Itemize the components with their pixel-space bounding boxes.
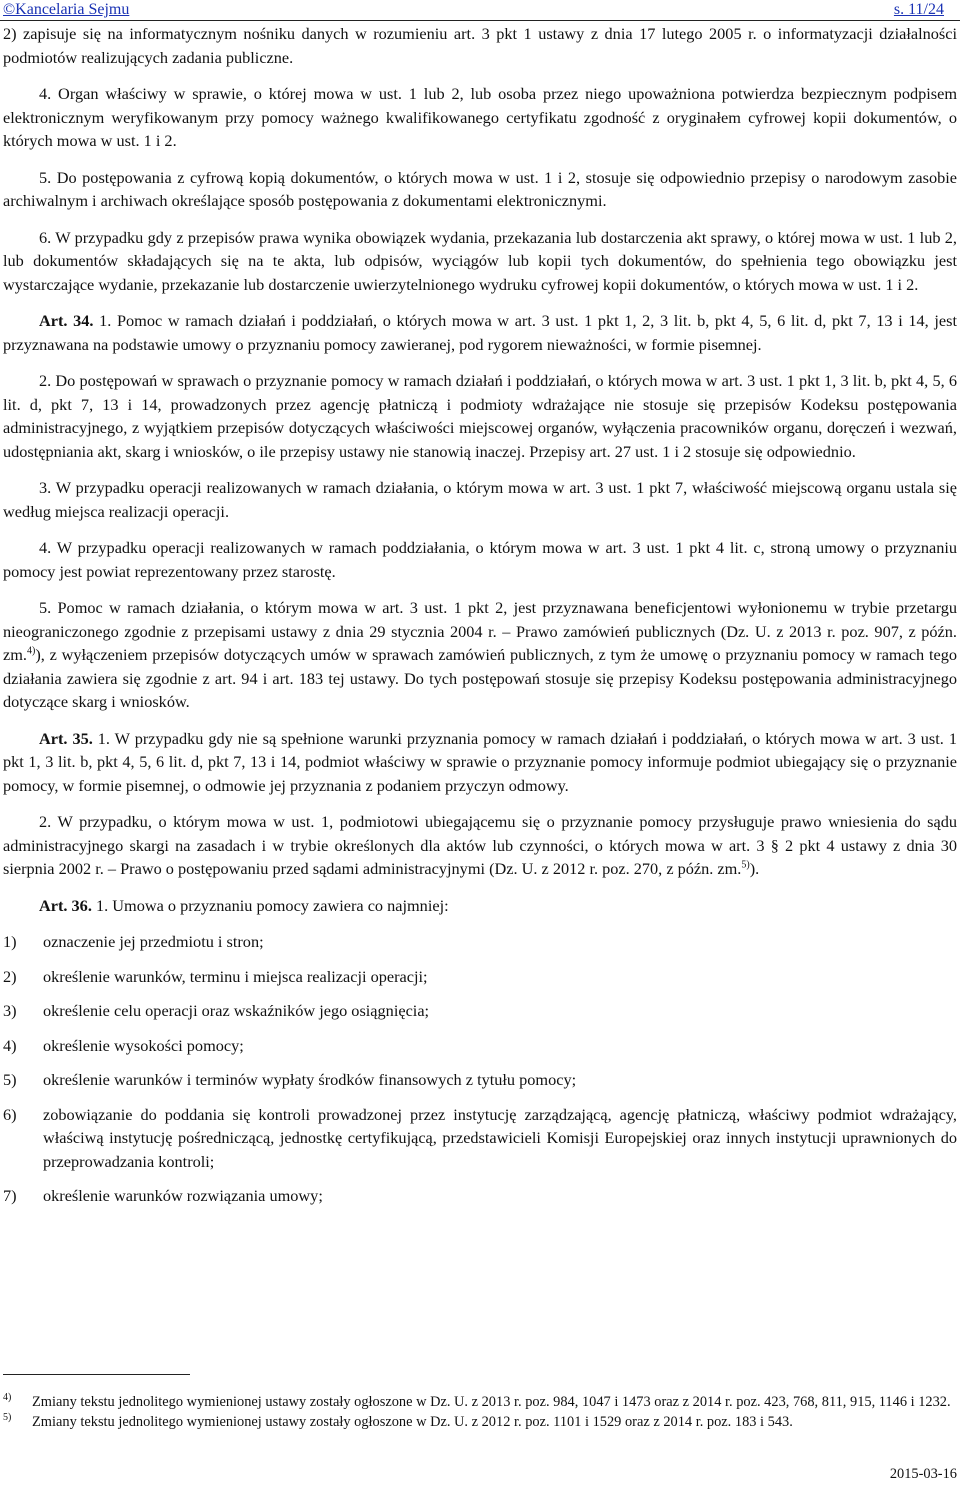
- item-number: 6): [3, 1104, 17, 1124]
- footnote-4: [3, 1392, 957, 1412]
- article-text: 1. Pomoc w ramach działań i poddziałań, o których mowa w art. 3 ust. 1 pkt 1, 2, 3 lit. b, pkt 4, 5, 6 lit. d, pkt 7, 13 i 14, jest przyznawana na podstawie umowy o przyznaniu pomocy zawieranej, pod rygorem nieważności, w formie pisemnej.: [3, 311, 957, 354]
- text-part: 5. Pomoc w ramach działania, o którym mowa w art. 3 ust. 1 pkt 2, jest przyznawana beneficjentowi wyłonionemu w trybie przetargu nieograniczonego zgodnie z przepisami ustawy z dnia 29 stycznia 2004 r. – Prawo zamówień publicznych (Dz. U. z 2013 r. poz. 907, z późn. zm.: [3, 598, 957, 664]
- item-text: określenie wysokości pomocy;: [43, 1035, 244, 1055]
- paragraph-ust-6: 6. W przypadku gdy z przepisów prawa wynika obowiązek wydania, przekazania lub dostarczenia akt sprawy, o której mowa w ust. 1 lub 2, lub dokumentów składających się na te akta, lub odpisów, wyciągów lub kopii tych dokumentów, do spełnienia tego obowiązku jest wystarczające wydanie, przekazanie lub dostarczenie uwierzytelnionego wydruku cyfrowej kopii dokumentów, o których mowa w ust. 1 i 2.: [3, 227, 957, 294]
- article-label: Art. 36.: [39, 895, 92, 915]
- item-number: 7): [3, 1186, 17, 1205]
- item-text: określenie warunków i terminów wypłaty środków finansowych z tytułu pomocy;: [43, 1070, 577, 1089]
- article-label: Art. 34.: [39, 311, 94, 330]
- footer-date: 2015-03-16: [889, 1466, 957, 1482]
- list-item: [3, 1103, 957, 1174]
- footnote-ref: 4): [26, 645, 36, 657]
- item-number: 5): [3, 1070, 17, 1089]
- paragraph-ust-5: 5. Do postępowania z cyfrową kopią dokumentów, o których mowa w ust. 1 i 2, stosuje się odpowiednio przepisy o narodowym zasobie archiwalnym i archiwach określające sposób postępowania z dokumentami elektronicznymi.: [3, 167, 957, 210]
- art-34-ust-2: 2. Do postępowań w sprawach o przyznanie pomocy w ramach działań i poddziałań, o których mowa w art. 3 ust. 1 pkt 1, 3 lit. b, pkt 4, 5, 6 lit. d, pkt 7, 13 i 14, prowadzonych przez agencję płatniczą i podmioty wdrażające nie stosuje się przepisów Kodeksu postępowania administracyjnego, z wyjątkiem przepisów dotyczących właściwości miejscowej organów, wyłączenia pracowników organu, doręczeń i wezwań, udostępniania akt, skarg i wniosków, o ile przepisy ustawy nie stanowią inaczej. Przepisy art. 27 ust. 1 i 2 stosuje się odpowiednio.: [3, 371, 957, 461]
- item-number: 1): [3, 932, 17, 951]
- item-number: 2): [3, 966, 17, 986]
- footnotes: [3, 1392, 957, 1432]
- list-item: [3, 1068, 957, 1092]
- source-link[interactable]: ©Kancelaria Sejmu: [3, 1, 130, 18]
- page-number-link[interactable]: s. 11/24: [893, 1, 944, 18]
- paragraph-point-2: 2) zapisuje się na informatycznym nośniku danych w rozumieniu art. 3 pkt 1 ustawy z dnia 17 lutego 2005 r. o informatyzacji działalności podmiotów realizujących zadania publiczne.: [3, 24, 957, 67]
- art-34-ust-5: [3, 596, 957, 714]
- text-part: 2. W przypadku, o którym mowa w ust. 1, podmiotowi ubiegającemu się o przyznanie pomocy przysługuje prawo wniesienia do sądu administracyjnego skargi na zasadach i w trybie określonych dla aktów lub czynności, o których mowa w art. 3 § 2 pkt 4 ustawy z dnia 30 sierpnia 2002 r. – Prawo o postępowaniu przed sądami administracyjnymi (Dz. U. z 2012 r. poz. 270, z późn. zm.: [3, 812, 957, 878]
- list-item: [3, 930, 957, 954]
- text-part: ).: [749, 859, 760, 878]
- list-item: [3, 965, 957, 989]
- art-34-ust-1: [3, 309, 957, 356]
- footnote-text: Zmiany tekstu jednolitego wymienionej ustawy zostały ogłoszone w Dz. U. z 2012 r. poz. 1101 i 1529 oraz z 2014 r. poz. 183 i 543.: [32, 1414, 793, 1430]
- item-number: 4): [3, 1035, 17, 1055]
- item-text: oznaczenie jej przedmiotu i stron;: [43, 932, 264, 951]
- item-text: określenie warunków rozwiązania umowy;: [43, 1186, 323, 1205]
- art-35-ust-2: [3, 810, 957, 881]
- footnote-5: [3, 1412, 957, 1432]
- article-text: 1. W przypadku gdy nie są spełnione warunki przyznania pomocy w ramach działań i poddziałań, o których mowa w art. 3 ust. 1 pkt 1, 3 lit. b, pkt 4, 5, 6 lit. d, pkt 7, 13 i 14, podmiot właściwy w sprawie o przyznanie pomocy informuje podmiot ubiegający się o przyznanie pomocy, w formie pisemnej, o odmowie jej przyznania z podaniem przyczyn odmowy.: [3, 728, 957, 795]
- item-text: zobowiązanie do poddania się kontroli prowadzonej przez instytucję zarządzającą, agencję płatniczą, właściwy podmiot wdrażający, właściwą instytucję pośredniczącą, jednostkę certyfikującą, przedstawicieli Komisji Europejskiej oraz innych instytucji uprawnionych do przeprowadzania kontroli;: [43, 1104, 957, 1171]
- list-item: [3, 1184, 957, 1208]
- footnote-ref: 5): [741, 859, 750, 871]
- article-label: Art. 35.: [39, 728, 93, 748]
- item-number: 3): [3, 1001, 17, 1020]
- footnote-number: 5): [3, 1412, 12, 1423]
- art-34-ust-3: 3. W przypadku operacji realizowanych w ramach działania, o którym mowa w art. 3 ust. 1 pkt 7, właściwość miejscową organu ustala się według miejsca realizacji operacji.: [3, 478, 957, 521]
- header-rule: [0, 20, 960, 21]
- list-item: [3, 1034, 957, 1058]
- article-text: 1. Umowa o przyznaniu pomocy zawiera co najmniej:: [95, 895, 449, 915]
- footnote-separator: [3, 1374, 190, 1375]
- item-text: określenie warunków, terminu i miejsca realizacji operacji;: [43, 966, 428, 986]
- list-item: [3, 999, 957, 1023]
- footnote-number: 4): [3, 1392, 12, 1403]
- art-36-ust-1: [3, 894, 957, 918]
- art-35-ust-1: [3, 727, 957, 798]
- art-34-ust-4: 4. W przypadku operacji realizowanych w ramach poddziałania, o którym mowa w art. 3 ust. 1 pkt 4 lit. c, stroną umowy o przyznaniu pomocy jest powiat reprezentowany przez starostę.: [3, 538, 957, 581]
- footnote-text: Zmiany tekstu jednolitego wymienionej ustawy zostały ogłoszone w Dz. U. z 2013 r. poz. 984, 1047 i 1473 oraz z 2014 r. poz. 423, 768, 811, 915, 1146 i 1232.: [32, 1394, 951, 1410]
- page-header: [0, 0, 960, 22]
- paragraph-ust-4: 4. Organ właściwy w sprawie, o której mowa w ust. 1 lub 2, lub osoba przez niego upoważniona potwierdza bezpiecznym podpisem elektronicznym weryfikowanym przy pomocy ważnego kwalifikowanego certyfikatu zgodność z oryginałem cyfrowej kopii dokumentów, o których mowa w ust. 1 i 2.: [3, 84, 957, 150]
- text-part: ), z wyłączeniem przepisów dotyczących umów w sprawach zamówień publicznych, z tym że umowę o przyznaniu pomocy w ramach tego działania zawiera się zgodnie z art. 94 i art. 183 tej ustawy. Do tych postępowań stosuje się przepisy Kodeksu postępowania administracyjnego dotyczące skarg i wniosków.: [3, 645, 957, 711]
- art-36-items: [3, 930, 957, 1208]
- item-text: określenie celu operacji oraz wskaźników jego osiągnięcia;: [43, 1001, 430, 1020]
- document-body: [3, 22, 957, 1219]
